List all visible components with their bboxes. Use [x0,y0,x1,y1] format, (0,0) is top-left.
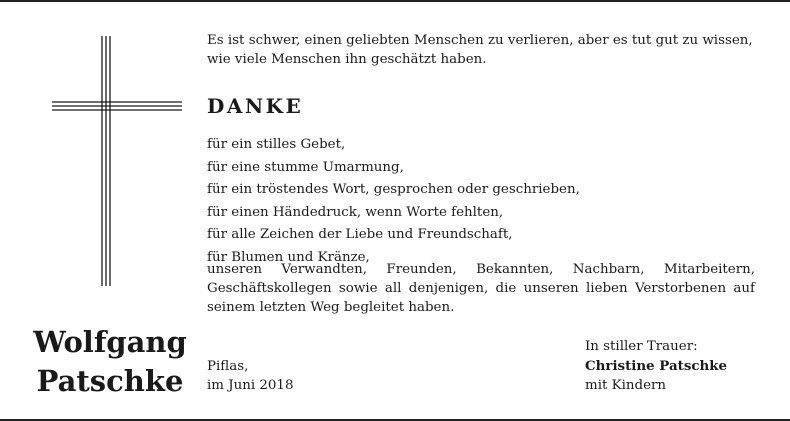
cross-icon [52,36,182,286]
mourner-family: mit Kindern [585,378,667,393]
thanks-line: für ein stilles Gebet, [207,137,346,152]
thanks-line: für eine stumme Umarmung, [207,159,404,175]
thanks-line: für alle Zeichen der Liebe und Freundschaft, [207,227,513,243]
thanks-heading: DANKE [207,94,304,118]
deceased-last-name: Patschke [36,364,184,398]
intro-text: Es ist schwer, einen geliebten Menschen zu verlieren, aber es tut gut zu wissen, wie viele Menschen ihn geschätzt haben. [207,33,753,67]
thanks-line: für Blumen und Kränze, [207,249,370,265]
thanks-line: für ein tröstendes Wort, gesprochen oder geschrieben, [207,182,580,198]
thanks-line: für einen Händedruck, wenn Worte fehlten, [207,204,504,220]
date-text: im Juni 2018 [207,378,294,393]
mourners-heading: In stiller Trauer: [585,339,698,354]
mourner-name: Christine Patschke [585,358,728,374]
place-text: Piflas, [207,359,249,374]
closing-text: unseren Verwandten, Freunden, Bekannten, Nachbarn, Mitarbeitern, Geschäftskollegen sowie all denjenigen, die unseren lieben Verstorbenen auf seinem letzten Weg begleitet haben. [207,262,755,315]
thanks-list [207,134,755,270]
deceased-first-name: Wolfgang [33,325,187,359]
